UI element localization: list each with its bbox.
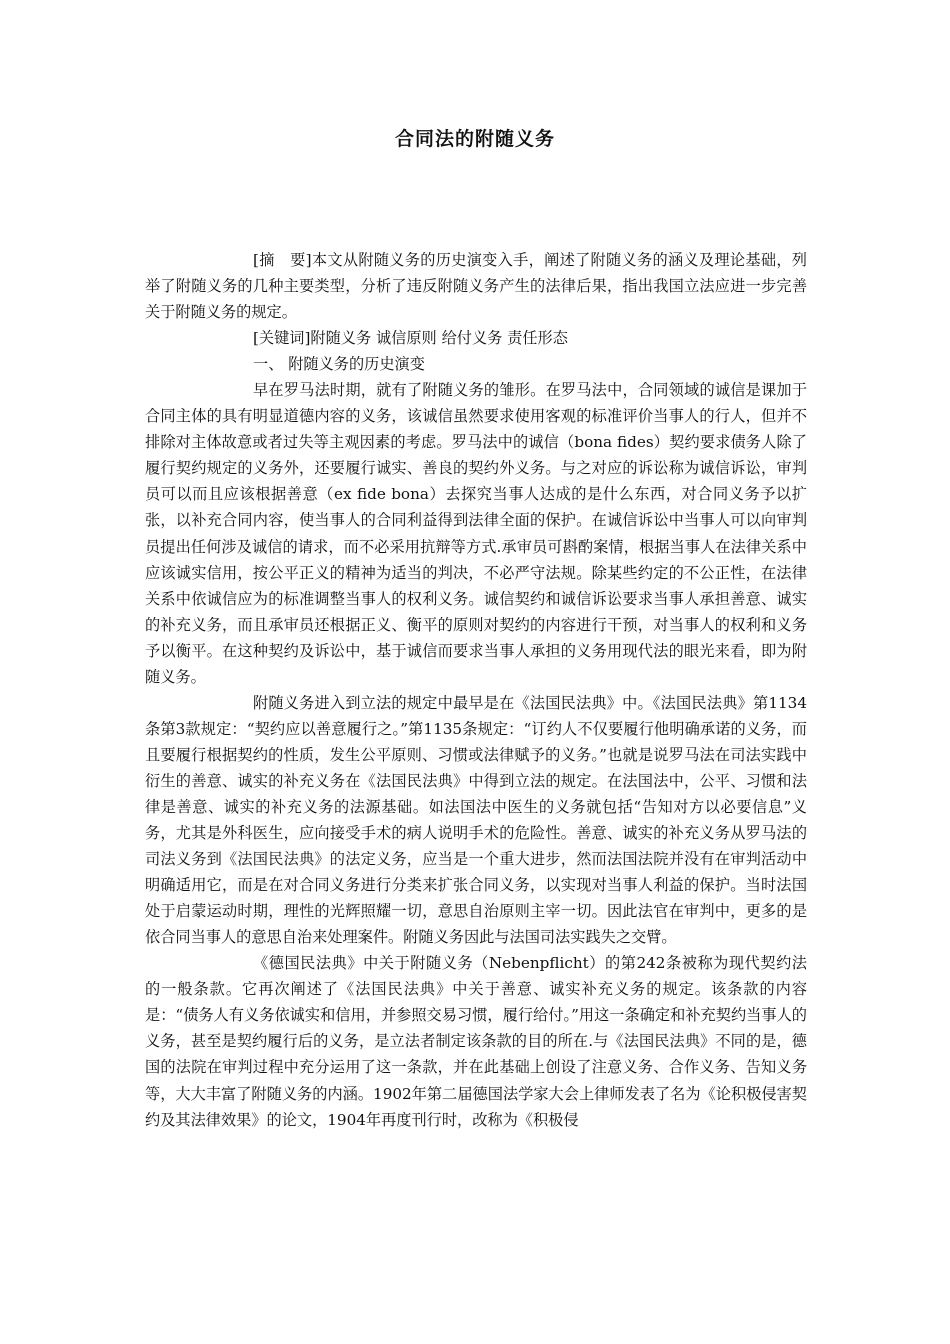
document-body (145, 247, 807, 1133)
section-heading: 一、 附随义务的历史演变 (253, 355, 425, 374)
body-paragraph: 早在罗马法时期，就有了附随义务的雏形。在罗马法中，合同领域的诚信是课加于合同主体的具有明显道德内容的义务，该诚信虽然要求使用客观的标准评价当事人的行人，但并不排除对主体故意或者过失等主观因素的考虑。罗马法中的诚信（bona fides）契约要求债务人除了履行契约规定的义务外，还要履行诚实、善良的契约外义务。与之对应的诉讼称为诚信诉讼，审判员可以而且应该根据善意（ex fide bona）去探究当事人达成的是什么东西，对合同义务予以扩张，以补充合同内容，使当事人的合同利益得到法律全面的保护。在诚信诉讼中当事人可以向审判员提出任何涉及诚信的请求，而不必采用抗辩等方式.承审员可斟酌案情，根据当事人在法律关系中应该诚实信用，按公平正义的精神为适当的判决，不必严守法规。除某些约定的不公正性，在法律关系中依诚信应为的标准调整当事人的权利义务。诚信契约和诚信诉讼要求当事人承担善意、诚实的补充义务，而且承审员还根据正义、衡平的原则对契约的内容进行干预，对当事人的权利和义务予以衡平。在这种契约及诉讼中，基于诚信而要求当事人承担的义务用现代法的眼光来看，即为附随义务。 (145, 381, 807, 686)
body-paragraph: 《德国民法典》中关于附随义务（Nebenpflicht）的第242条被称为现代契约法的一般条款。它再次阐述了《法国民法典》中关于善意、诚实补充义务的规定。该条款的内容是：“债务人有义务依诚实和信用，并参照交易习惯，履行给付。”用这一条确定和补充契约当事人的义务，甚至是契约履行后的义务，是立法者制定该条款的目的所在.与《法国民法典》不同的是，德国的法院在审判过程中充分运用了这一条款，并在此基础上创设了注意义务、合作义务、告知义务等，大大丰富了附随义务的内涵。1902年第二届德国法学家大会上律师发表了名为《论积极侵害契约及其法律效果》的论文，1904年再度刊行时，改称为《积极侵 (145, 954, 807, 1129)
abstract-paragraph: [摘 要]本文从附随义务的历史演变入手，阐述了附随义务的涵义及理论基础，列举了附随义务的几种主要类型，分析了违反附随义务产生的法律后果，指出我国立法应进一步完善关于附随义务的规定。 (145, 251, 807, 322)
body-paragraph: 附随义务进入到立法的规定中最早是在《法国民法典》中。《法国民法典》第1134条第3款规定：“契约应以善意履行之。”第1135条规定：“订约人不仅要履行他明确承诺的义务，而且要履行根据契约的性质，发生公平原则、习惯或法律赋予的义务。”也就是说罗马法在司法实践中衍生的善意、诚实的补充义务在《法国民法典》中得到立法的规定。在法国法中，公平、习惯和法律是善意、诚实的补充义务的法源基础。如法国法中医生的义务就包括“告知对方以必要信息”义务，尤其是外科医生，应向接受手术的病人说明手术的危险性。善意、诚实的补充义务从罗马法的司法义务到《法国民法典》的法定义务，应当是一个重大进步，然而法国法院并没有在审判活动中明确适用它，而是在对合同义务进行分类来扩张合同义务，以实现对当事人利益的保护。当时法国处于启蒙运动时期，理性的光辉照耀一切，意思自治原则主宰一切。因此法官在审判中，更多的是依合同当事人的意思自治来处理案件。附随义务因此与法国司法实践失之交臂。 (145, 693, 807, 947)
document-title: 合同法的附随义务 (394, 128, 555, 150)
keywords-paragraph: [关键词]附随义务 诚信原则 给付义务 责任形态 (253, 329, 568, 348)
